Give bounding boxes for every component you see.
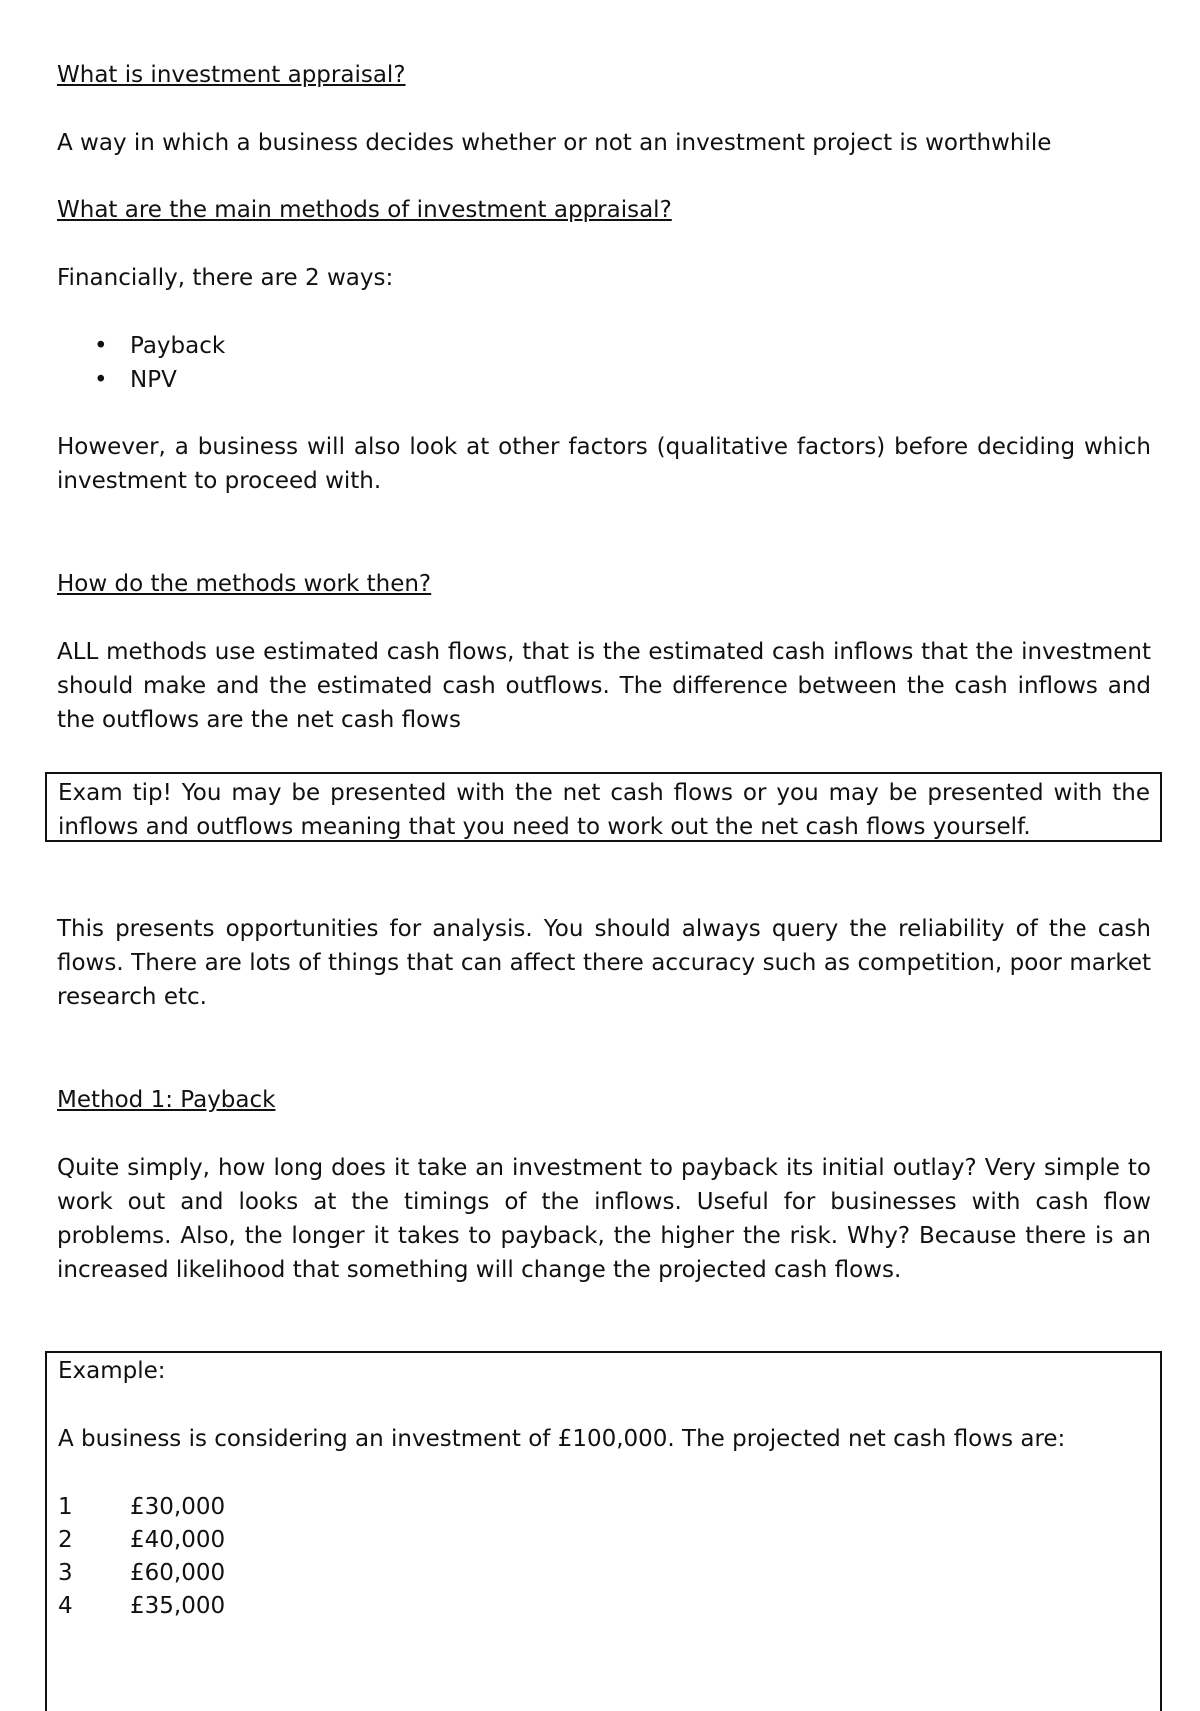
cash-flow-year: 3 (58, 1560, 73, 1586)
example-intro: A business is considering an investment of £100,000. The projected net cash flows are: (58, 1426, 1066, 1452)
definition-paragraph: A way in which a business decides whether or not an investment project is worthwhile (57, 130, 1052, 156)
payback-paragraph: Quite simply, how long does it take an investment to payback its initial outlay? Very simple to work out and looks at the timings of the inflows. Useful for businesses with cash flow problems. Also, the longer it takes to payback, the higher the risk. Why? Because there is an increased likelihood that something will change the projected cash flows. (57, 1155, 1151, 1283)
analysis-paragraph: This presents opportunities for analysis. You should always query the reliability of the cash flows. There are lots of things that can affect there accuracy such as competition, poor market research etc. (57, 916, 1151, 1010)
heading-what-is-investment-appraisal: What is investment appraisal? (57, 62, 406, 88)
exam-tip-box (45, 772, 1162, 842)
method-label: NPV (130, 367, 177, 393)
qualitative-factors-paragraph: However, a business will also look at other factors (qualitative factors) before deciding which investment to proceed with. (57, 434, 1151, 494)
methods-list (94, 329, 226, 397)
method-label: Payback (130, 333, 226, 359)
heading-main-methods: What are the main methods of investment appraisal? (57, 197, 672, 223)
cash-flow-amount: £40,000 (130, 1527, 226, 1553)
heading-how-methods-work: How do the methods work then? (57, 571, 432, 597)
cash-flow-row (58, 1490, 1150, 1523)
cash-flow-amount: £30,000 (130, 1494, 226, 1520)
bullet-icon: • (94, 367, 108, 393)
cash-flow-row (58, 1523, 1150, 1556)
cash-flow-amount: £35,000 (130, 1593, 226, 1619)
cash-flow-year: 4 (58, 1593, 73, 1619)
cash-flow-amount: £60,000 (130, 1560, 226, 1586)
methods-intro-paragraph: Financially, there are 2 ways: (57, 265, 394, 291)
cash-flows-paragraph: ALL methods use estimated cash flows, that is the estimated cash inflows that the investment should make and the estimated cash outflows. The difference between the cash inflows and the outflows are the net cash flows (57, 639, 1151, 733)
bullet-icon: • (94, 333, 108, 359)
heading-method-1-payback: Method 1: Payback (57, 1087, 276, 1113)
cash-flow-year: 1 (58, 1494, 73, 1520)
list-item (94, 329, 226, 363)
example-box (45, 1351, 1162, 1711)
cash-flow-list (58, 1490, 1150, 1622)
list-item (94, 363, 225, 397)
cash-flow-row (58, 1556, 1150, 1589)
cash-flow-year: 2 (58, 1527, 73, 1553)
exam-tip-text: Exam tip! You may be presented with the net cash flows or you may be presented with the inflows and outflows meaning that you need to work out the net cash flows yourself. (58, 780, 1150, 840)
example-label: Example: (58, 1358, 166, 1384)
cash-flow-row (58, 1589, 1150, 1622)
